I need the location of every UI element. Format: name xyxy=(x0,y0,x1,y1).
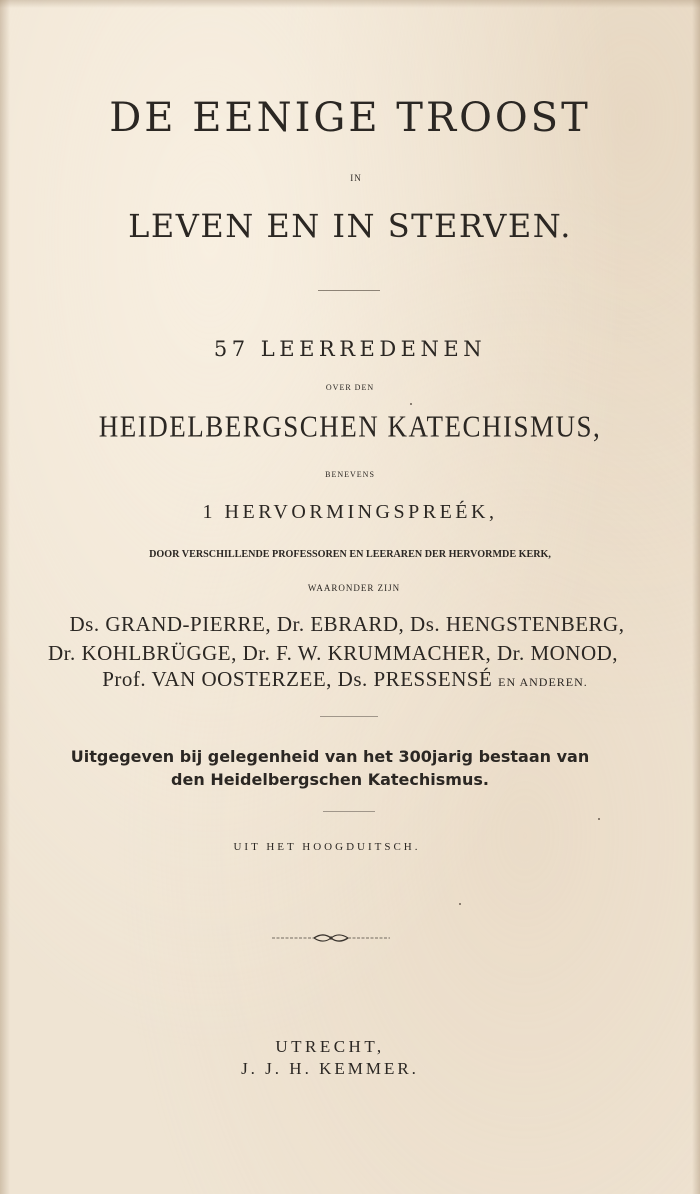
imprint-publisher: J. J. H. KEMMER. xyxy=(241,1059,419,1078)
authors-line-2: Dr. KOHLBRÜGGE, Dr. F. W. KRUMMACHER, Dr. MONOD, xyxy=(47,641,619,665)
divider-rule-3 xyxy=(323,811,375,812)
paper-speck xyxy=(598,818,600,820)
authors-line-1: Ds. GRAND-PIERRE, Dr. EBRARD, Ds. HENGSTENBERG, xyxy=(69,612,625,636)
over-den-line: OVER DEN xyxy=(325,383,375,392)
occasion-line-2: den Heidelbergschen Katechismus. xyxy=(171,770,489,789)
catechism-title: HEIDELBERGSCHEN KATECHISMUS, xyxy=(98,408,602,444)
benevens-line: BENEVENS xyxy=(325,470,375,479)
translation-note: UIT HET HOOGDUITSCH. xyxy=(233,841,421,853)
authors-line-3-tail: EN ANDEREN. xyxy=(498,675,588,689)
main-title: DE EENIGE TROOST xyxy=(109,95,591,141)
paper-speck xyxy=(410,403,412,405)
divider-rule-2 xyxy=(320,716,378,717)
subtitle: LEVEN EN IN STERVEN. xyxy=(128,207,572,245)
reformation-sermon-line: 1 HERVORMINGSPREÉK, xyxy=(202,501,498,523)
waaronder-zijn-line: WAARONDER ZIJN xyxy=(307,583,401,593)
page-edge-top xyxy=(0,0,700,8)
imprint-place: UTRECHT, xyxy=(275,1037,385,1056)
paper-speck xyxy=(459,903,461,905)
connector-in: IN xyxy=(350,173,362,183)
authors-line-3 xyxy=(0,667,695,692)
authors-line-3-main: Prof. VAN OOSTERZEE, Ds. PRESSENSÉ xyxy=(102,667,493,691)
sermons-count-line: 57 LEERREDENEN xyxy=(213,337,487,361)
ornament-flourish-icon xyxy=(270,932,392,944)
divider-rule xyxy=(318,290,380,291)
occasion-line-1: Uitgegeven bij gelegenheid van het 300jarig bestaan van xyxy=(70,747,590,766)
authors-intro-line: DOOR VERSCHILLENDE PROFESSOREN EN LEERAREN DER HERVORMDE KERK, xyxy=(149,548,551,560)
